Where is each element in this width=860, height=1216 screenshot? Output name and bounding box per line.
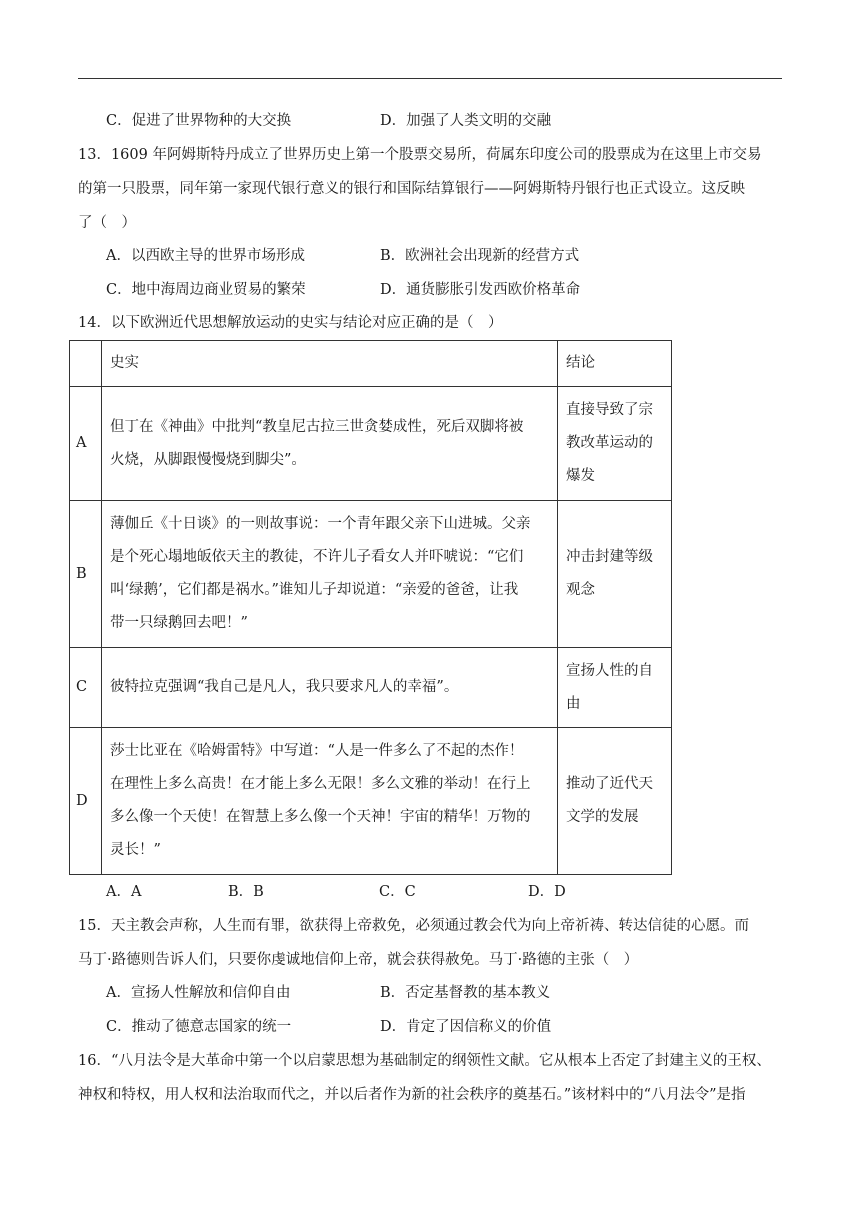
row-conclusion — [558, 728, 672, 875]
q14-option-c: C．C — [379, 884, 416, 900]
row-fact — [102, 648, 558, 728]
table-row-c — [70, 648, 672, 728]
q13-option-b: B．欧洲社会出现新的经营方式 — [380, 248, 580, 264]
q13-option-a: A．以西欧主导的世界市场形成 — [106, 248, 305, 264]
q14-option-b: B．B — [228, 884, 264, 900]
row-label: D — [70, 728, 102, 875]
conclusion-line: 冲击封建等级 — [566, 549, 653, 565]
conclusion-line: 爆发 — [566, 468, 595, 484]
q13-stem-line-1: 13．1609 年阿姆斯特丹成立了世界历史上第一个股票交易所，荷属东印度公司的股票成为在这里上市交易 — [78, 147, 762, 163]
conclusion-line: 推动了近代天 — [566, 776, 653, 792]
q15-stem-line-2: 马丁·路德则告诉人们，只要你虔诚地信仰上帝，就会获得赦免。马丁·路德的主张（ ） — [78, 952, 639, 968]
fact-line: 叫‘绿鹅’，它们都是祸水。”谁知儿子却说道：“亲爱的爸爸，让我 — [110, 582, 519, 598]
q15-option-a: A．宣扬人性解放和信仰自由 — [106, 985, 291, 1001]
row-fact — [102, 728, 558, 875]
conclusion-line: 教改革运动的 — [566, 435, 653, 451]
q14-table — [69, 340, 672, 875]
fact-line: 带一只绿鹅回去吧！” — [110, 615, 248, 631]
q14-stem: 14．以下欧洲近代思想解放运动的史实与结论对应正确的是（ ） — [78, 315, 503, 331]
fact-line: 彼特拉克强调“我自己是凡人，我只要求凡人的幸福”。 — [110, 679, 459, 695]
row-conclusion — [558, 501, 672, 648]
q15-option-b: B．否定基督教的基本教义 — [380, 985, 551, 1001]
row-conclusion — [558, 648, 672, 728]
row-conclusion — [558, 387, 672, 501]
fact-line: 是个死心塌地皈依天主的教徒，不许儿子看女人并吓唬说：“它们 — [110, 549, 524, 565]
q13-option-d: D．通货膨胀引发西欧价格革命 — [380, 282, 581, 298]
conclusion-line: 观念 — [566, 582, 595, 598]
table-header-row — [70, 341, 672, 387]
fact-line: 但丁在《神曲》中批判“教皇尼古拉三世贪婪成性，死后双脚将被 — [110, 418, 524, 435]
table-header-fact: 史实 — [102, 341, 558, 387]
fact-line: 火烧，从脚跟慢慢烧到脚尖”。 — [110, 451, 306, 468]
header-rule — [78, 78, 782, 79]
table-row-d — [70, 728, 672, 875]
prev-option-d: D．加强了人类文明的交融 — [380, 113, 552, 129]
q16-stem-line-1: 16．“八月法令是大革命中第一个以启蒙思想为基础制定的纲领性文献。它从根本上否定了封建主义的王权、 — [78, 1053, 771, 1069]
table-header-conclusion: 结论 — [558, 341, 672, 387]
q13-stem-line-3: 了（ ） — [78, 215, 136, 231]
row-label: B — [70, 501, 102, 648]
conclusion-line: 由 — [566, 695, 581, 712]
prev-option-c: C．促进了世界物种的大交换 — [106, 113, 292, 129]
q15-option-c: C．推动了德意志国家的统一 — [106, 1019, 292, 1035]
table-row-a — [70, 387, 672, 501]
row-label: C — [70, 648, 102, 728]
table-row-b — [70, 501, 672, 648]
fact-line: 多么像一个天使！在智慧上多么像一个天神！宇宙的精华！万物的 — [110, 809, 531, 825]
row-label: A — [70, 387, 102, 501]
conclusion-line: 直接导致了宗 — [566, 402, 653, 418]
row-fact — [102, 501, 558, 648]
row-fact — [102, 387, 558, 501]
fact-line: 莎士比亚在《哈姆雷特》中写道：“人是一件多么了不起的杰作！ — [110, 743, 524, 759]
fact-line: 薄伽丘《十日谈》的一则故事说：一个青年跟父亲下山进城。父亲 — [110, 516, 531, 532]
q16-stem-line-2: 神权和特权，用人权和法治取而代之，并以后者作为新的社会秩序的奠基石。”该材料中的“八月法令”是指 — [78, 1087, 746, 1103]
fact-line: 灵长！” — [110, 842, 161, 858]
q13-stem-line-2: 的第一只股票，同年第一家现代银行意义的银行和国际结算银行——阿姆斯特丹银行也正式设立。这反映 — [78, 181, 745, 197]
q15-option-d: D．肯定了因信称义的价值 — [380, 1019, 552, 1035]
table-header-blank — [70, 341, 102, 387]
fact-line: 在理性上多么高贵！在才能上多么无限！多么文雅的举动！在行上 — [110, 776, 531, 792]
q14-option-a: A．A — [106, 884, 142, 900]
q13-option-c: C．地中海周边商业贸易的繁荣 — [106, 282, 306, 298]
q15-stem-line-1: 15．天主教会声称，人生而有罪，欲获得上帝救免，必须通过教会代为向上帝祈祷、转达信徒的心愿。而 — [78, 918, 749, 934]
conclusion-line: 宣扬人性的自 — [566, 662, 653, 679]
q14-option-d: D．D — [528, 884, 566, 900]
conclusion-line: 文学的发展 — [566, 809, 639, 825]
